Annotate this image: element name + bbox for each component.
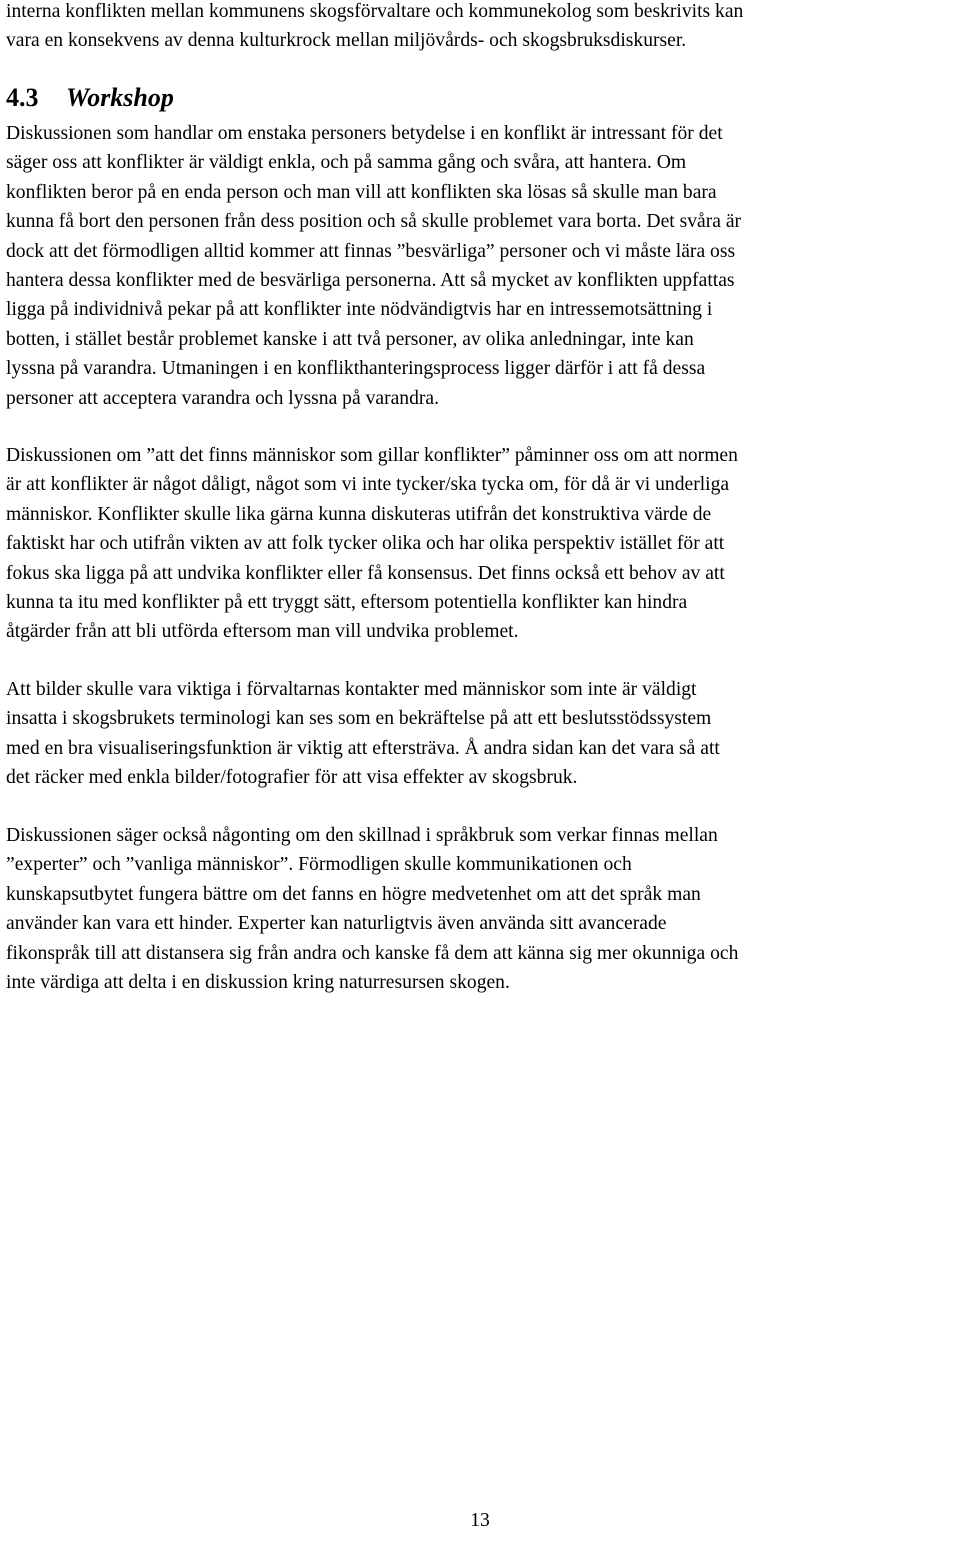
body-paragraph-4: Diskussionen säger också någonting om den skillnad i språkbruk som verkar finnas mellan ”experter” och ”vanliga människor”. Förmodligen skulle kommunikationen och kunskapsutbytet fungera bättre om det fanns en högre medvetenhet om att det språk man använder kan vara ett hinder. Experter kan naturligtvis även använda sitt avancerade fikonspråk till att distansera sig från andra och kanske få dem att känna sig mer okunniga och inte värdiga att delta i en diskussion kring naturresursen skogen. xyxy=(6,825,739,994)
body-paragraph-1: Diskussionen som handlar om enstaka personers betydelse i en konflikt är intressant för det säger oss att konflikter är väldigt enkla, och på samma gång och svåra, att hantera. Om konflikten beror på en enda person och man vill att konflikten ska lösas så skulle man bara kunna få bort den personen från dess position och så skulle problemet vara borta. Det svåra är dock att det förmodligen alltid kommer att finnas ”besvärliga” personer och vi måste lära oss hantera dessa konflikter med de besvärliga personerna. Att så mycket av konflikten uppfattas ligga på individnivå pekar på att konflikter inte nödvändigtvis har en intressemotsättning i botten, i stället består problemet kanske i att två personer, av olika anledningar, inte kan lyssna på varandra. Utmaningen i en konflikthanteringsprocess ligger därför i att få dessa personer att acceptera varandra och lyssna på varandra. xyxy=(6,123,742,409)
page-number: 13 xyxy=(470,1510,490,1531)
section-title: Workshop xyxy=(66,83,174,112)
section-number: 4.3 xyxy=(6,83,39,112)
intro-paragraph: interna konflikten mellan kommunens skogsförvaltare och kommunekolog som beskrivits kan vara en konsekvens av denna kulturkrock mellan miljövårds- och skogsbruksdiskurser. xyxy=(6,1,744,52)
body-paragraph-3: Att bilder skulle vara viktiga i förvaltarnas kontakter med människor som inte är väldigt insatta i skogsbrukets terminologi kan ses som en bekräftelse på att ett beslutsstödssystem med en bra visualiseringsfunktion är viktig att eftersträva. Å andra sidan kan det vara så att det räcker med enkla bilder/fotografier för att visa effekter av skogsbruk. xyxy=(6,679,720,789)
section-heading xyxy=(6,81,174,115)
body-paragraph-2: Diskussionen om ”att det finns människor som gillar konflikter” påminner oss om att normen är att konflikter är något dåligt, något som vi inte tycker/ska tycka om, för då är vi underliga människor. Konflikter skulle lika gärna kunna diskuteras utifrån det konstruktiva värde de faktiskt har och utifrån vikten av att folk tycker olika och har olika perspektiv istället för att fokus ska ligga på att undvika konflikter eller få konsensus. Det finns också ett behov av att kunna ta itu med konflikter på ett tryggt sätt, eftersom potentiella konflikter kan hindra åtgärder från att bli utförda eftersom man vill undvika problemet. xyxy=(6,445,738,643)
